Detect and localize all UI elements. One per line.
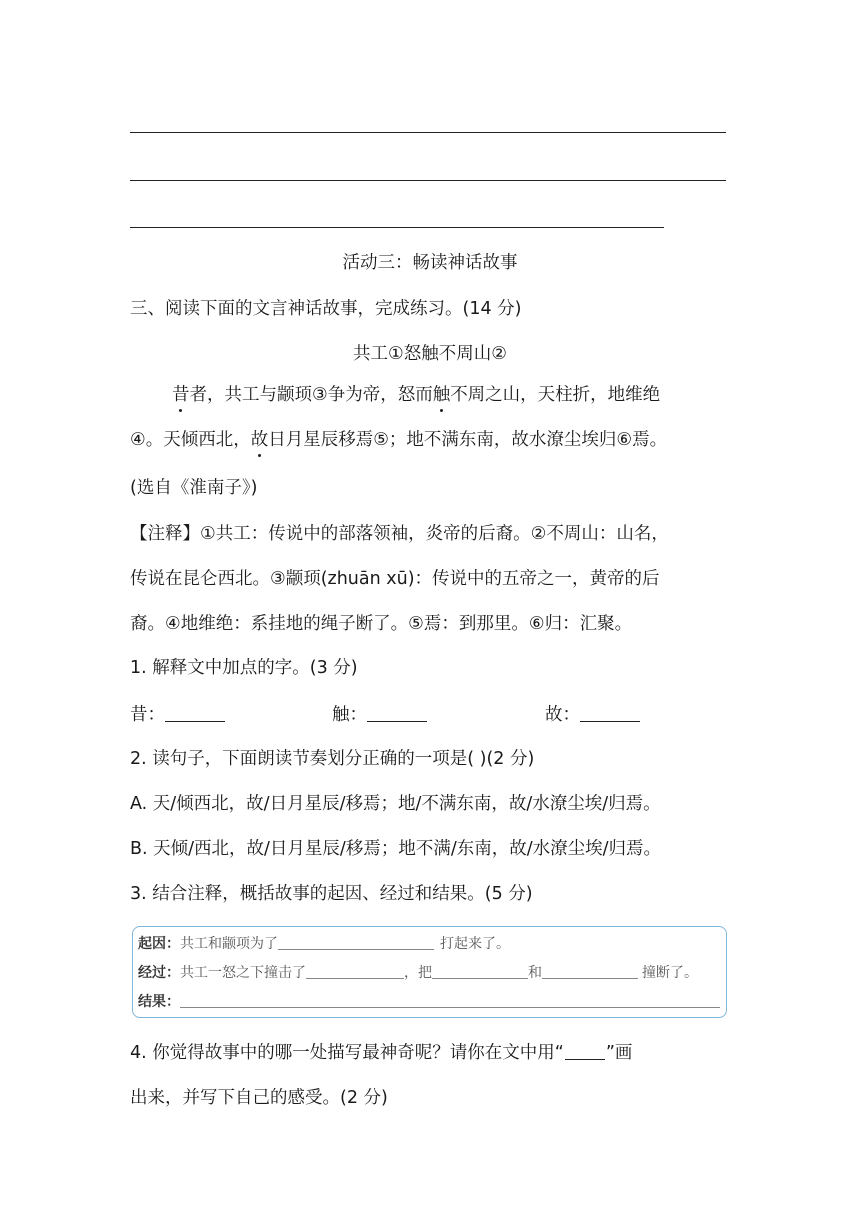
answer-line-2 — [130, 180, 726, 181]
q2-prompt: 2. 读句子，下面朗读节奏划分正确的一项是( )(2 分) — [130, 749, 535, 769]
q2-option-b[interactable]: B. 天倾/西北，故/日月星辰/移焉；地不满/东南，故/水潦尘埃/归焉。 — [130, 839, 662, 859]
q3-result-row: 结果： — [138, 991, 720, 1011]
story-title: 共工①怒触不周山② — [353, 344, 507, 364]
q4-line-2: 出来，并写下自己的感受。(2 分) — [130, 1088, 388, 1108]
q3-prompt: 3. 结合注释，概括故事的起因、经过和结果。(5 分) — [130, 884, 533, 904]
activity-title: 活动三：畅读神话故事 — [342, 253, 518, 273]
dotted-char-gu: 故 — [250, 430, 269, 450]
q2-option-a[interactable]: A. 天/倾西北，故/日月星辰/移焉；地/不满东南，故/水潦尘埃/归焉。 — [130, 794, 661, 814]
notes-line-1: 【注释】①共工：传说中的部落领袖，炎帝的后裔。②不周山：山名， — [130, 524, 669, 544]
q1-answer-c: 故： — [545, 703, 640, 727]
q1-blank-b[interactable] — [367, 703, 427, 722]
q3-process-row: 经过：共工一怒之下撞击了 ，把 和 撞断了。 — [138, 962, 698, 982]
dotted-char-chu: 触 — [432, 385, 451, 405]
q1-blank-c[interactable] — [580, 703, 640, 722]
q3-answer-box — [132, 926, 727, 1018]
q3-cause-blank[interactable] — [278, 933, 434, 950]
q3-process-blank-1[interactable] — [306, 962, 404, 979]
q4-underline-sample — [565, 1041, 605, 1060]
q1-answer-a: 昔： — [130, 703, 225, 727]
notes-line-3: 裔。④地维绝：系挂地的绳子断了。⑤焉：到那里。⑥归：汇聚。 — [130, 614, 633, 634]
answer-line-1 — [130, 132, 726, 133]
section-heading: 三、阅读下面的文言神话故事，完成练习。(14 分) — [130, 299, 522, 319]
story-line-2: ④。天倾西北，故日月星辰移焉⑤；地不满东南，故水潦尘埃归⑥焉。 — [130, 430, 668, 450]
q3-cause-row: 起因：共工和颛项为了 打起来了。 — [138, 933, 510, 953]
q1-blank-a[interactable] — [165, 703, 225, 722]
answer-line-3 — [130, 227, 664, 228]
notes-line-2: 传说在昆仑西北。③颛顼(zhuān xū)：传说中的五帝之一，黄帝的后 — [130, 569, 660, 589]
dotted-char-xi: 昔 — [172, 385, 190, 405]
q3-process-blank-3[interactable] — [542, 962, 638, 979]
q4-line-1: 4. 你觉得故事中的哪一处描写最神奇呢？请你在文中用“ ”画 — [130, 1043, 633, 1063]
q3-result-blank[interactable] — [180, 991, 720, 1008]
q1-prompt: 1. 解释文中加点的字。(3 分) — [130, 658, 358, 678]
q1-answer-b: 触： — [332, 703, 427, 727]
story-source: (选自《淮南子》) — [130, 478, 258, 498]
story-line-1: 昔者，共工与颛顼③争为帝，怒而触不周之山，天柱折，地维绝 — [172, 385, 661, 405]
q3-process-blank-2[interactable] — [432, 962, 528, 979]
